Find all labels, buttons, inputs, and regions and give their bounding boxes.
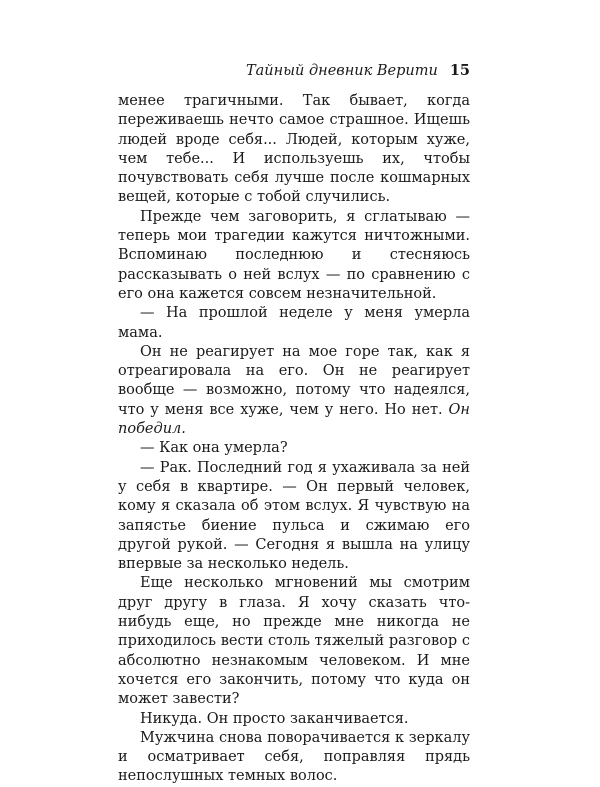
italic-emphasis: Он победил. — [118, 401, 470, 438]
paragraph: Мужчина снова поворачивается к зеркалу и осматривает себя, поправляя прядь непослушных темных волос. — [118, 729, 470, 785]
paragraph: — На прошлой неделе у меня умерла мама. — [118, 305, 470, 341]
paragraph: Прежде чем заговорить, я сглатываю — теперь мои трагедии кажутся ничтожными. Вспоминаю последнюю и стесняюсь рассказывать о ней вслух — по сравнению с его она кажется совсем незначительной. — [118, 208, 470, 302]
paragraph: — Рак. Последний год я ухаживала за ней у себя в квартире. — Он первый человек, кому я сказала об этом вслух. Я чувствую на запястье биение пульса и сжимаю его другой рукой. — Сегодня я вышла на улицу впервые за несколько недель. — [118, 459, 470, 573]
page-number: 15 — [449, 62, 470, 79]
paragraph: Никуда. Он просто заканчивается. — [140, 710, 409, 727]
paragraph: — Как она умерла? — [140, 440, 288, 457]
paragraph: Еще несколько мгновений мы смотрим друг другу в глаза. Я хочу сказать что-нибудь еще, но прежде мне никогда не приходилось вести столь тяжелый разговор с абсолютно незнакомым человеком. И мне хочется его закончить, потому что куда он может завести? — [118, 575, 470, 708]
running-title: Тайный дневник Верити — [245, 63, 438, 79]
paragraph — [118, 343, 470, 439]
paragraph: менее трагичными. Так бывает, когда переживаешь нечто самое страшное. Ищешь людей вроде себя... Людей, которым хуже, чем тебе... И используешь их, чтобы почувствовать себя лучше после кошмарных вещей, которые с тобой случились. — [118, 93, 470, 206]
paragraph-text: Он не реагирует на мое горе так, как я отреагировала на его. Он не реагирует вообще — возможно, потому что надеялся, что у меня все хуже, чем у него. Но нет. — [118, 343, 470, 418]
running-head — [118, 62, 470, 80]
body-text — [118, 92, 470, 787]
